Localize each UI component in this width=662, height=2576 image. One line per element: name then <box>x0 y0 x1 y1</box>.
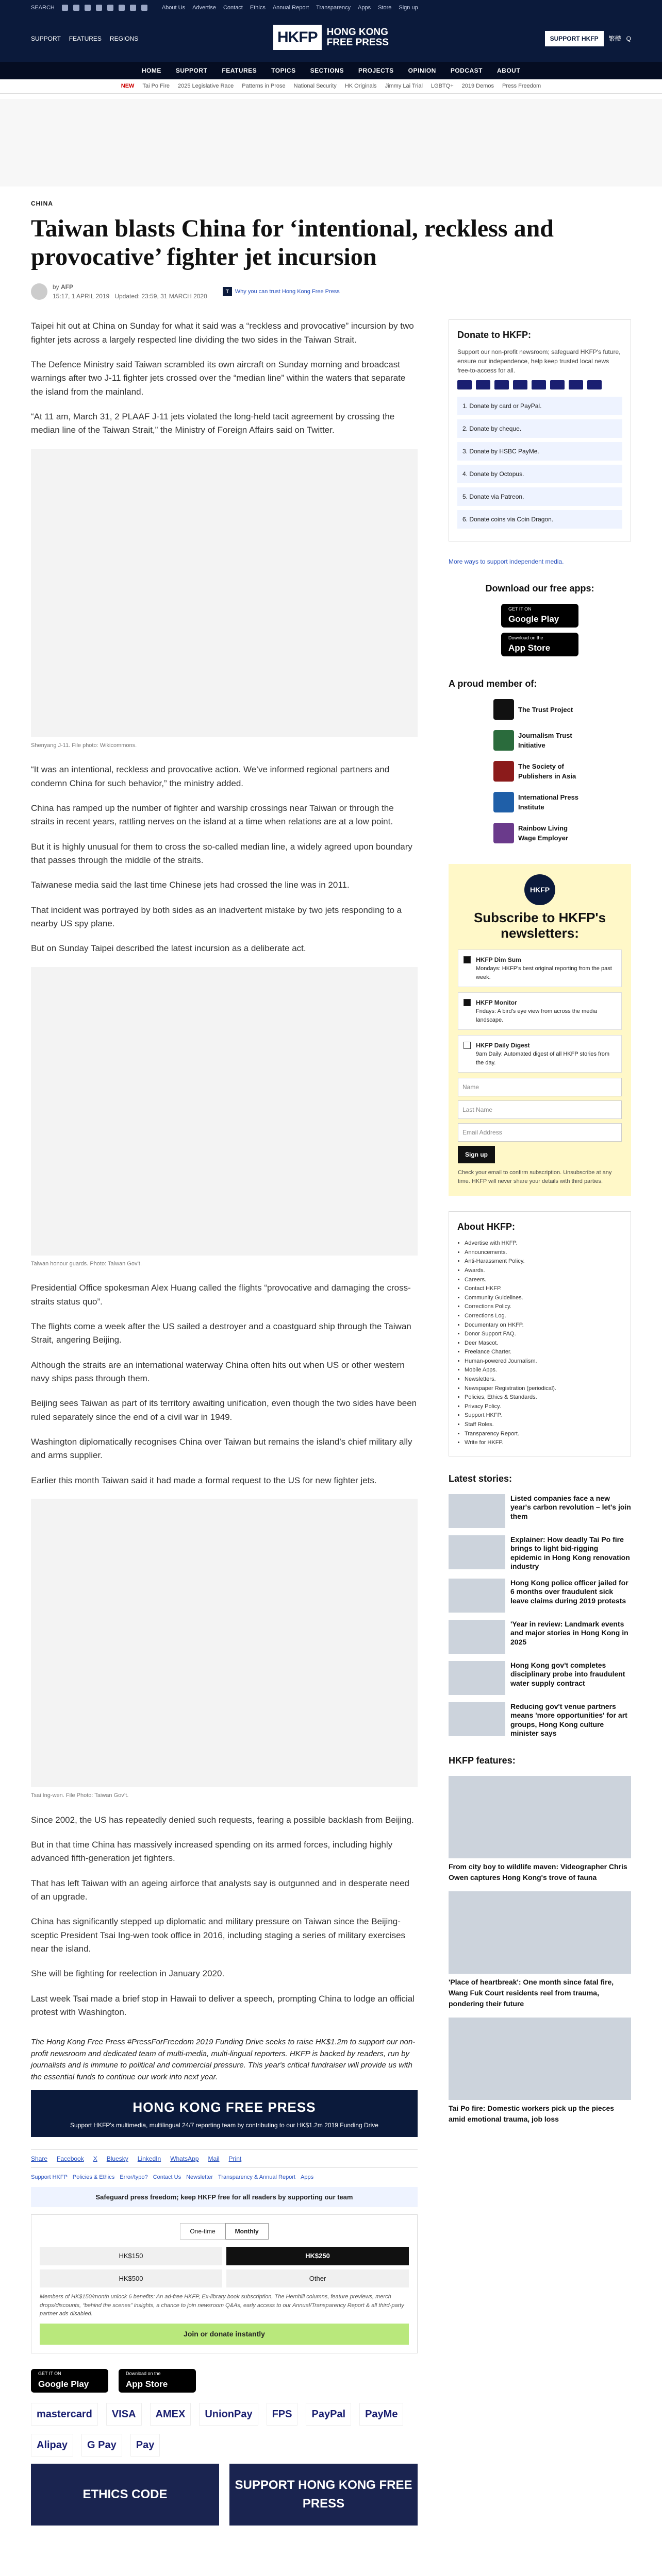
publish-date: 15:17, 1 APRIL 2019 <box>53 293 110 300</box>
article-paragraph: But in that time China has massively increased spending on its armed forces, including highly advanced fifth-generation jet fighters. <box>31 1839 393 1863</box>
search-icon[interactable]: Q <box>626 35 631 42</box>
about-box <box>449 1211 631 1456</box>
funding-banner-sub: Support HKFP's multimedia, multilingual 24/7 reporting team by contributing to our HK$1.2m 2019 Funding Drive <box>70 2122 378 2129</box>
card-icon <box>550 380 565 389</box>
language-switch[interactable]: 繁體 <box>608 35 621 42</box>
newsletter-name: HKFP Dim Sum <box>476 956 521 964</box>
member-name: The Society of Publishers in Asia <box>518 762 576 781</box>
story-title: Hong Kong police officer jailed for 6 months over fraudulent sick leave claims during 2019 protests <box>510 1578 628 1605</box>
article-paragraph: Presidential Office spokesman Alex Huang called the flights “provocative and damaging the cross-straits status quo”. <box>31 1283 411 1307</box>
article-paragraph: Taipei hit out at China on Sunday for what it said was a “reckless and provocative” incursion by two fighter jets across a largely respected line dividing the two sides in the Taiwan Strait. <box>31 321 414 345</box>
byline <box>31 282 631 301</box>
article-paragraph: But on Sunday Taipei described the latest incursion as a deliberate act. <box>31 943 306 954</box>
article-category[interactable]: CHINA <box>31 200 53 207</box>
payment-logo: Pay <box>130 2434 160 2456</box>
footer-link[interactable]: Newsletter <box>186 2174 213 2181</box>
subnav-item[interactable]: 2019 Demos <box>461 83 494 90</box>
latest-story[interactable] <box>449 1661 631 1695</box>
about-link[interactable]: • Support HKFP. <box>465 1411 622 1420</box>
member-logo[interactable] <box>493 823 586 843</box>
about-link[interactable]: • Newspaper Registration (periodical). <box>465 1384 622 1394</box>
newsletter-option[interactable] <box>458 950 622 987</box>
header-left-menu <box>31 34 138 43</box>
join-donate-button[interactable]: Join or donate instantly <box>40 2324 409 2345</box>
top-link[interactable]: Contact <box>223 4 243 11</box>
sidebar-apple-small: Download on the <box>508 635 543 640</box>
trust-icon: T <box>223 287 232 296</box>
payment-logo: PayPal <box>306 2403 351 2426</box>
card-icon <box>494 380 509 389</box>
nav-item[interactable]: FEATURES <box>222 67 257 74</box>
top-link[interactable]: Advertise <box>192 4 216 11</box>
byline-text: by AFP 15:17, 1 APRIL 2019 Updated: 23:59, 31 MARCH 2020 <box>53 283 207 300</box>
subnav-item[interactable]: HK Originals <box>344 83 377 90</box>
donation-frequency <box>40 2223 409 2240</box>
logo-line-2: FREE PRESS <box>326 37 389 48</box>
donate-box <box>449 319 631 541</box>
article-paragraph: The Defence Ministry said Taiwan scrambled its own aircraft on Sunday morning and broadcast warnings after two J-11 fighter jets crossed over the “median line” within the waters that separate the island from the mainland. <box>31 360 406 397</box>
article-paragraph: Since 2002, the US has repeatedly denied such requests, fearing a possible backlash from Beijing. <box>31 1815 414 1825</box>
latest-story[interactable] <box>449 1579 631 1613</box>
article-paragraph: Earlier this month Taiwan said it had made a formal request to the US for new fighter jets. <box>31 1475 377 1485</box>
top-link[interactable]: Ethics <box>250 4 266 11</box>
share-link[interactable]: LinkedIn <box>137 2155 161 2163</box>
about-link[interactable]: • Advertise with HKFP. <box>465 1239 622 1248</box>
card-icon <box>513 380 527 389</box>
member-name: Journalism Trust Initiative <box>518 731 572 750</box>
footer-link[interactable]: Support HKFP <box>31 2174 68 2181</box>
newsletter-desc: Fridays: A bird's eye view from across the media landscape. <box>476 1008 598 1023</box>
about-link[interactable]: • Announcements. <box>465 1248 622 1258</box>
header-right <box>545 31 631 46</box>
story-title: Reducing gov't venue partners means 'more opportunities' for art groups, Hong Kong culture minister says <box>510 1702 627 1738</box>
search-link[interactable]: SEARCH <box>31 4 55 11</box>
member-icon <box>493 761 514 782</box>
story-thumbnail <box>449 1579 505 1613</box>
sidebar-app-buttons <box>449 604 631 656</box>
sidebar-google-small: GET IT ON <box>508 606 532 612</box>
article-paragraph: Although the straits are an international waterway China often hits out when US or other western navy ships pass through them. <box>31 1360 405 1383</box>
about-link[interactable]: • Transparency Report. <box>465 1430 622 1439</box>
nav-item[interactable]: ABOUT <box>496 67 521 74</box>
article-paragraph: China has significantly stepped up diplomatic and military pressure on Taiwan since the Beijing-sceptic President Tsai Ing-wen took office in 2016, including staging a series of military exercises near the island. <box>31 1917 406 1954</box>
donate-option[interactable]: 4. Donate by Octopus. <box>457 465 622 483</box>
member-logo[interactable] <box>493 699 586 720</box>
payment-logo: PayMe <box>359 2403 403 2426</box>
about-link[interactable]: • Mobile Apps. <box>465 1366 622 1375</box>
about-link[interactable]: • Corrections Policy. <box>465 1302 622 1312</box>
linkedin-icon[interactable] <box>130 5 136 11</box>
payment-logo: Alipay <box>31 2434 73 2456</box>
about-list <box>457 1239 622 1448</box>
footer-link[interactable]: Error/typo? <box>120 2174 148 2181</box>
last-name-field[interactable]: Last Name <box>458 1100 622 1119</box>
checkbox-icon[interactable] <box>464 999 471 1006</box>
checkbox-icon[interactable] <box>464 1042 471 1049</box>
updated-date: Updated: 23:59, 31 MARCH 2020 <box>114 293 207 300</box>
donation-widget <box>31 2214 418 2353</box>
about-link[interactable]: • Documentary on HKFP. <box>465 1321 622 1330</box>
features-title: HKFP features: <box>449 1755 516 1766</box>
subnav-item[interactable]: Jimmy Lai Trial <box>385 83 423 90</box>
donate-text: Support our non-profit newsroom; safeguard HKFP's future, ensure our independence, help keep trusted local news free-to-access for all. <box>457 348 621 375</box>
telegram-icon[interactable] <box>107 5 113 11</box>
article-paragraph: “It was an intentional, reckless and provocative action. We’ve informed regional partners and condemn China for such behavior,” the ministry added. <box>31 765 390 788</box>
member-logo[interactable] <box>493 761 586 782</box>
member-title: A proud member of: <box>449 679 537 689</box>
amount-option[interactable]: Other <box>226 2269 409 2288</box>
safeguard-banner: Safeguard press freedom; keep HKFP free for all readers by supporting our team <box>31 2187 418 2208</box>
image-caption-3: Tsai Ing-wen. File Photo: Taiwan Gov’t. <box>31 1792 129 1799</box>
apps-title: Download our free apps: <box>485 583 594 594</box>
share-link[interactable]: Print <box>228 2155 242 2163</box>
threads-icon[interactable] <box>119 5 125 11</box>
share-link[interactable]: WhatsApp <box>170 2155 199 2163</box>
subnav-item[interactable]: Tai Po Fire <box>142 83 170 90</box>
story-thumbnail <box>449 1535 505 1569</box>
story-title: 'Year in review: Landmark events and major stories in Hong Kong in 2025 <box>510 1619 628 1646</box>
author-name[interactable]: AFP <box>61 283 74 291</box>
latest-story[interactable] <box>449 1535 631 1571</box>
nav-item[interactable]: SECTIONS <box>310 67 344 74</box>
nav-item[interactable]: TOPICS <box>271 67 296 74</box>
article-paragraph: Last week Tsai made a brief stop in Hawaii to deliver a speech, prompting China to lodge an official protest with Washington. <box>31 1993 415 2017</box>
header-menu-item[interactable]: FEATURES <box>69 35 102 42</box>
newsletter-note: Check your email to confirm subscription. Unsubscribe at any time. HKFP will never share your details with third parties. <box>458 1170 612 1184</box>
article-title: Taiwan blasts China for ‘intentional, reckless and provocative’ fighter jet incursion <box>31 215 554 271</box>
bottom-banner[interactable]: ETHICS CODE <box>31 2464 219 2526</box>
top-link[interactable]: Annual Report <box>272 4 309 11</box>
story-title: Hong Kong gov't completes disciplinary probe into fraudulent water supply contract <box>510 1660 625 1687</box>
share-link[interactable]: Facebook <box>57 2155 84 2163</box>
share-link[interactable]: Share <box>31 2155 48 2163</box>
frequency-tab[interactable]: Monthly <box>225 2223 269 2240</box>
article-paragraph: That incident was portrayed by both sides as an inadvertent mistake by two jets responding to a nearby US spy plane. <box>31 905 402 929</box>
member-name: International Press Institute <box>518 793 579 811</box>
site-logo[interactable] <box>273 25 389 50</box>
social-icons <box>62 5 147 11</box>
logo-line-1: HONG KONG <box>326 26 388 38</box>
image-caption-2: Taiwan honour guards. Photo: Taiwan Gov’t. <box>31 1260 142 1267</box>
amount-option[interactable]: HK$250 <box>226 2247 409 2265</box>
payment-logo: AMEX <box>150 2403 191 2426</box>
about-link[interactable]: • Staff Roles. <box>465 1420 622 1430</box>
feature-thumbnail <box>449 1891 631 1974</box>
about-link[interactable]: • Contact HKFP. <box>465 1284 622 1294</box>
story-thumbnail <box>449 1702 505 1736</box>
feature-title: 'Place of heartbreak': One month since fatal fire, Wang Fuk Court residents reel from trauma, pondering their future <box>449 1977 614 2008</box>
facebook-icon[interactable] <box>62 5 68 11</box>
google-play-button[interactable] <box>31 2369 108 2393</box>
app-store-button[interactable] <box>119 2369 196 2393</box>
article-footer-links <box>31 2173 418 2182</box>
support-hkfp-button[interactable]: SUPPORT HKFP <box>545 31 604 46</box>
member-logos <box>449 699 631 843</box>
article-wrapper <box>31 199 631 2526</box>
member-logo[interactable] <box>493 730 586 751</box>
sidebar-apple-label: App Store <box>508 643 551 653</box>
subnav-item[interactable]: National Security <box>293 83 337 90</box>
bottom-banners <box>31 2464 418 2526</box>
more-ways-link[interactable]: More ways to support independent media. <box>449 558 564 566</box>
top-utility-bar <box>0 0 662 15</box>
google-play-label: Google Play <box>38 2379 89 2389</box>
paragraph-group-1 <box>31 319 418 437</box>
member-icon <box>493 792 514 812</box>
header-menu-item[interactable]: REGIONS <box>109 35 139 42</box>
about-link[interactable]: • Awards. <box>465 1266 622 1276</box>
top-links <box>162 4 418 12</box>
newsletter-option[interactable] <box>458 992 622 1030</box>
feature-title: From city boy to wildlife maven: Videographer Chris Owen captures Hong Kong's trove of fauna <box>449 1862 627 1882</box>
about-link[interactable]: • Corrections Log. <box>465 1312 622 1321</box>
amount-option[interactable]: HK$150 <box>40 2247 222 2265</box>
funding-drive-promo: The Hong Kong Free Press #PressForFreedom 2019 Funding Drive seeks to raise HK$1.2m to support our non-profit newsroom and dedicated team of multi-media, multi-lingual reporters. HKFP is backed by readers, run by journalists and is immune to political and commercial pressure. This year's critical fundraiser will provide us with the essential funds to continue our work into next year. <box>31 2038 416 2081</box>
email-field[interactable]: Email Address <box>458 1123 622 1142</box>
payment-logo: mastercard <box>31 2403 98 2426</box>
footer-link[interactable]: Transparency & Annual Report <box>218 2174 296 2181</box>
donation-amounts <box>40 2247 409 2287</box>
donate-option[interactable]: 2. Donate by cheque. <box>457 419 622 438</box>
paragraph-group-2 <box>31 763 418 955</box>
member-icon <box>493 730 514 751</box>
member-icon <box>493 823 514 843</box>
payment-logos <box>31 2403 418 2456</box>
about-link[interactable]: • Human-powered Journalism. <box>465 1357 622 1366</box>
site-header <box>0 15 662 62</box>
new-badge: NEW <box>121 83 135 90</box>
article-paragraph: That has left Taiwan with an ageing airforce that analysts say is outgunned and in desperate need of an upgrade. <box>31 1878 409 1902</box>
logo-name <box>327 27 389 48</box>
subnav-item[interactable]: 2025 Legislative Race <box>178 83 234 90</box>
x-icon[interactable] <box>73 5 79 11</box>
donation-note: Members of HK$150/month unlock 6 benefits: An ad-free HKFP, Ex-library book subscription, The Hemhill columns, feature previews, merch drops/discounts, “behind the scenes” insights, a chance to join newsroom Q&As, early access to our Annual/Transparency Report & all third-party partner ads disabled. <box>40 2294 404 2317</box>
footer-link[interactable]: Policies & Ethics <box>72 2174 115 2181</box>
top-link[interactable]: Apps <box>358 4 371 11</box>
about-link[interactable]: • Write for HKFP. <box>465 1438 622 1448</box>
about-link[interactable]: • Deer Mascot. <box>465 1339 622 1348</box>
feature-story[interactable] <box>449 1776 631 1883</box>
payment-logo: UnionPay <box>199 2403 258 2426</box>
signup-button[interactable]: Sign up <box>458 1146 495 1163</box>
subnav-item[interactable]: LGBTQ+ <box>431 83 454 90</box>
app-store-row <box>31 2369 418 2393</box>
main-nav <box>0 62 662 79</box>
member-name: Rainbow Living Wage Employer <box>518 824 569 842</box>
newsletter-box <box>449 864 631 1196</box>
share-link[interactable]: X <box>93 2155 97 2163</box>
donate-option[interactable]: 5. Donate via Patreon. <box>457 487 622 506</box>
story-thumbnail <box>449 1494 505 1528</box>
bluesky-icon[interactable] <box>141 5 147 11</box>
article-paragraph: She will be fighting for reelection in January 2020. <box>31 1969 225 1979</box>
article-image-3 <box>31 1499 418 1787</box>
image-caption-1: Shenyang J-11. File photo: Wikicommons. <box>31 742 137 749</box>
funding-banner[interactable] <box>31 2090 418 2137</box>
youtube-icon[interactable] <box>96 5 102 11</box>
share-bar <box>31 2149 418 2168</box>
about-link[interactable]: • Policies, Ethics & Standards. <box>465 1393 622 1402</box>
logo-mark: HKFP <box>273 25 322 50</box>
member-logo[interactable] <box>493 792 586 812</box>
app-store-label: App Store <box>126 2379 168 2389</box>
nav-item[interactable]: SUPPORT <box>175 67 208 74</box>
content-columns <box>31 319 631 2525</box>
amount-option[interactable]: HK$500 <box>40 2269 222 2288</box>
article-paragraph: Washington diplomatically recognises China over Taiwan but remains the island’s chief military ally and arms supplier. <box>31 1436 412 1461</box>
top-link[interactable]: Transparency <box>316 4 351 11</box>
article-image-2 <box>31 967 418 1256</box>
article-image-1 <box>31 449 418 737</box>
card-icon <box>532 380 546 389</box>
frequency-tab[interactable]: One-time <box>180 2223 225 2240</box>
top-link[interactable]: About Us <box>161 4 186 11</box>
subnav-item[interactable]: Press Freedom <box>502 83 541 90</box>
story-thumbnail <box>449 1661 505 1695</box>
donate-option[interactable]: 6. Donate coins via Coin Dragon. <box>457 510 622 529</box>
card-icon <box>569 380 583 389</box>
about-link[interactable]: • Privacy Policy. <box>465 1402 622 1412</box>
author-avatar <box>31 283 47 300</box>
paragraph-group-3 <box>31 1281 418 1487</box>
article-paragraph: Taiwanese media said the last time Chinese jets had crossed the line was in 2011. <box>31 880 350 890</box>
payment-logo: FPS <box>267 2403 298 2426</box>
feature-thumbnail <box>449 2018 631 2100</box>
article-paragraph: But it is highly unusual for them to cross the so-called median line, a widely agreed upon boundary that passes through the middle of the straits. <box>31 841 412 865</box>
header-menu-item[interactable]: SUPPORT <box>31 35 61 42</box>
about-link[interactable]: • Donor Support FAQ. <box>465 1330 622 1339</box>
trust-link[interactable] <box>223 287 340 296</box>
article-paragraph: Beijing sees Taiwan as part of its territory awaiting unification, even though the two sides have been ruled separately since the end of a civil war in 1949. <box>31 1398 417 1422</box>
paragraph-group-4 <box>31 1814 418 2020</box>
about-link[interactable]: • Newsletters. <box>465 1375 622 1384</box>
latest-stories <box>449 1494 631 1738</box>
sidebar-app-store-button[interactable] <box>501 633 578 656</box>
feature-story[interactable] <box>449 2018 631 2125</box>
nav-item[interactable]: PROJECTS <box>358 67 394 74</box>
donate-option[interactable]: 1. Donate by card or PayPal. <box>457 397 622 415</box>
payment-logo: G Pay <box>81 2434 122 2456</box>
member-name: The Trust Project <box>518 705 573 714</box>
sidebar-google-label: Google Play <box>508 614 559 624</box>
article-paragraph: The flights come a week after the US sailed a destroyer and a coastguard ship through the Taiwan Strait, angering Beijing. <box>31 1321 411 1345</box>
footer-link[interactable]: Contact Us <box>153 2174 181 2181</box>
newsletter-desc: 9am Daily: Automated digest of all HKFP stories from the day. <box>476 1051 610 1066</box>
newsletter-option[interactable] <box>458 1035 622 1073</box>
about-link[interactable]: • Careers. <box>465 1276 622 1285</box>
top-link[interactable]: Store <box>378 4 392 11</box>
instagram-icon[interactable] <box>85 5 91 11</box>
member-icon <box>493 699 514 720</box>
latest-story[interactable] <box>449 1702 631 1738</box>
nav-item[interactable]: HOME <box>141 67 161 74</box>
donate-title: Donate to HKFP: <box>457 330 531 341</box>
card-icon <box>587 380 602 389</box>
newsletter-name: HKFP Daily Digest <box>476 1042 530 1049</box>
newsletter-title: Subscribe to HKFP's newsletters: <box>473 910 606 941</box>
article-paragraph: China has ramped up the number of fighter and warship crossings near Taiwan or through the straits in recent years, rattling nerves on the island at a time when relations are at a low point. <box>31 803 394 827</box>
trust-label: Why you can trust Hong Kong Free Press <box>235 289 340 295</box>
story-title: Listed companies face a new year's carbon revolution – let's join them <box>510 1494 631 1520</box>
footer-link[interactable]: Apps <box>301 2174 314 2181</box>
newsletter-desc: Mondays: HKFP's best original reporting from the past week. <box>476 965 612 980</box>
card-icon <box>476 380 490 389</box>
feature-thumbnail <box>449 1776 631 1858</box>
share-link[interactable]: Mail <box>208 2155 220 2163</box>
story-title: Explainer: How deadly Tai Po fire brings to light bid-rigging epidemic in Hong Kong renovation industry <box>510 1535 630 1571</box>
donate-options <box>457 397 622 529</box>
nav-item[interactable]: PODCAST <box>450 67 483 74</box>
payment-logo: VISA <box>106 2403 142 2426</box>
card-icon <box>457 380 472 389</box>
card-logos <box>457 380 622 389</box>
article-paragraph: “At 11 am, March 31, 2 PLAAF J-11 jets violated the long-held tacit agreement by crossing the median line of the Taiwan Strait,” the Ministry of Foreign Affairs said on Twitter. <box>31 412 395 435</box>
story-thumbnail <box>449 1620 505 1654</box>
about-link[interactable]: • Community Guidelines. <box>465 1294 622 1303</box>
about-link[interactable]: • Anti-Harassment Policy. <box>465 1257 622 1266</box>
about-title: About HKFP: <box>457 1222 515 1232</box>
name-field[interactable]: Name <box>458 1078 622 1096</box>
newsletter-options <box>458 950 622 1073</box>
feature-stories <box>449 1776 631 2125</box>
checkbox-icon[interactable] <box>464 956 471 963</box>
subnav-item[interactable]: Patterns in Prose <box>242 83 286 90</box>
sidebar <box>449 319 631 2525</box>
top-link[interactable]: Sign up <box>399 4 418 11</box>
share-link[interactable]: Bluesky <box>106 2155 128 2163</box>
donate-option[interactable]: 3. Donate by HSBC PayMe. <box>457 442 622 461</box>
feature-title: Tai Po fire: Domestic workers pick up the pieces amid emotional trauma, job loss <box>449 2104 615 2123</box>
latest-story[interactable] <box>449 1494 631 1528</box>
sub-nav <box>0 79 662 94</box>
about-link[interactable]: • Freelance Charter. <box>465 1348 622 1357</box>
article-body <box>31 319 418 2525</box>
latest-title: Latest stories: <box>449 1473 512 1484</box>
newsletter-name: HKFP Monitor <box>476 999 517 1007</box>
feature-story[interactable] <box>449 1891 631 2009</box>
app-store-small: Download on the <box>126 2371 161 2377</box>
latest-story[interactable] <box>449 1620 631 1654</box>
bottom-banner[interactable]: SUPPORT HONG KONG FREE PRESS <box>229 2464 418 2526</box>
top-ad-slot <box>0 99 662 187</box>
funding-banner-title: HONG KONG FREE PRESS <box>133 2099 316 2115</box>
google-play-small: GET IT ON <box>38 2371 61 2377</box>
sidebar-google-play-button[interactable] <box>501 604 578 628</box>
hkfp-badge-icon: HKFP <box>524 874 555 905</box>
nav-item[interactable]: OPINION <box>408 67 436 74</box>
